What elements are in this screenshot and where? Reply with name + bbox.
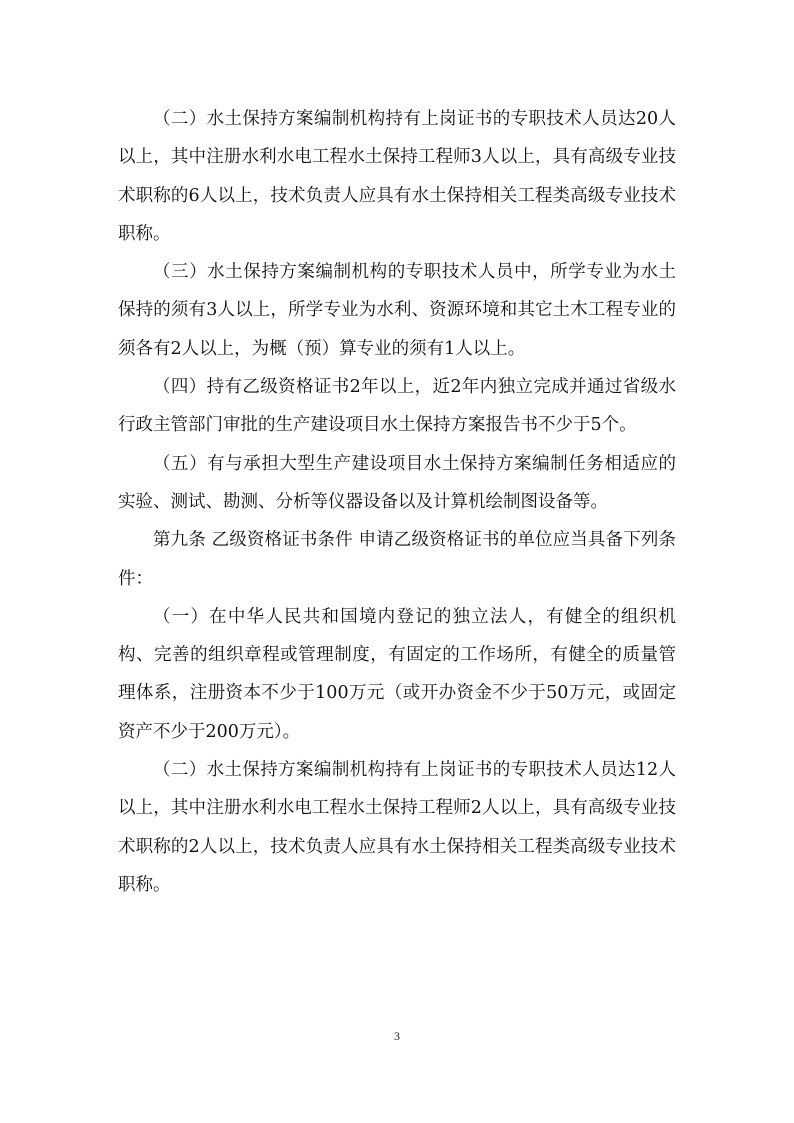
document-body [118, 100, 676, 904]
paragraph-item-3-major-requirements: （三）水土保持方案编制机构的专职技术人员中，所学专业为水土保持的须有3人以上，所学专业为水利、资源环境和其它土木工程专业的须各有2人以上，为概（预）算专业的须有1人以上。 [118, 262, 676, 359]
paragraph-item-1-legal-entity: （一）在中华人民共和国境内登记的独立法人，有健全的组织机构、完善的组织章程或管理制度，有固定的工作场所，有健全的质量管理体系，注册资本不少于100万元（或开办资金不少于50万元，或固定资产不少于200万元）。 [118, 606, 676, 742]
article-9-heading: 第九条 乙级资格证书条件 申请乙级资格证书的单位应当具备下列条件： [118, 530, 676, 589]
page-number: 3 [394, 1029, 400, 1043]
paragraph-item-4-certificate-history: （四）持有乙级资格证书2年以上，近2年内独立完成并通过省级水行政主管部门审批的生产建设项目水土保持方案报告书不少于5个。 [118, 377, 676, 436]
paragraph-item-2-staff-requirements: （二）水土保持方案编制机构持有上岗证书的专职技术人员达20人以上，其中注册水利水电工程水土保持工程师3人以上，具有高级专业技术职称的6人以上，技术负责人应具有水土保持相关工程类高级专业技术职称。 [118, 109, 676, 244]
paragraph-item-2-staff-requirements-grade-b: （二）水土保持方案编制机构持有上岗证书的专职技术人员达12人以上，其中注册水利水电工程水土保持工程师2人以上，具有高级专业技术职称的2人以上，技术负责人应具有水土保持相关工程类高级专业技术职称。 [118, 760, 676, 895]
paragraph-item-5-equipment: （五）有与承担大型生产建设项目水土保持方案编制任务相适应的实验、测试、勘测、分析等仪器设备以及计算机绘制图设备等。 [118, 453, 676, 512]
